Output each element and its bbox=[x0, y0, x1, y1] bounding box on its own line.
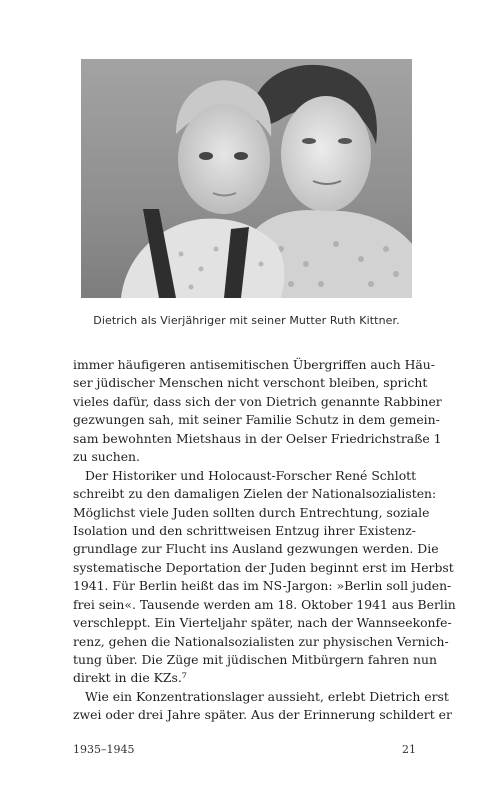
text-line: verschleppt. Ein Vierteljahr später, nach der Wannseekonfe- bbox=[73, 615, 452, 631]
text-line: 1941. Für Berlin heißt das im NS-Jargon: »Berlin soll juden- bbox=[73, 578, 452, 594]
text-line: tung über. Die Züge mit jüdischen Mitbürgern fahren nun bbox=[73, 652, 437, 667]
page-number: 21 bbox=[402, 743, 416, 756]
text-line: renz, gehen die Nationalsozialisten zur physischen Vernich- bbox=[73, 633, 449, 649]
text-line: grundlage zur Flucht ins Ausland gezwungen werden. Die bbox=[73, 541, 439, 557]
text-line: immer häufigeren antisemitischen Übergriffen auch Häu- bbox=[73, 357, 435, 372]
family-photo bbox=[81, 59, 412, 298]
running-footer-chapter: 1935–1945 bbox=[73, 743, 135, 756]
text-line: zwei oder drei Jahre später. Aus der Erinnerung schildert er bbox=[73, 707, 452, 723]
text-line: Isolation und den schrittweisen Entzug ihrer Existenz- bbox=[73, 522, 416, 538]
text-line: Möglichst viele Juden sollten durch Entrechtung, soziale bbox=[73, 504, 430, 520]
text-line: systematische Deportation der Juden beginnt erst im Herbst bbox=[73, 559, 454, 575]
text-line: zu suchen. bbox=[73, 449, 140, 465]
body-text bbox=[73, 356, 456, 725]
text-line: Der Historiker und Holocaust-Forscher René Schlott bbox=[85, 467, 417, 483]
photo-illustration bbox=[81, 59, 412, 298]
text-line: schreibt zu den damaligen Zielen der Nationalsozialisten: bbox=[73, 486, 437, 502]
text-line: vieles dafür, dass sich der von Dietrich genannte Rabbiner bbox=[73, 393, 442, 409]
text-line: gezwungen sah, mit seiner Familie Schutz in dem gemein- bbox=[73, 412, 440, 428]
text-line: sam bewohnten Mietshaus in der Oelser Friedrichstraße 1 bbox=[73, 430, 442, 446]
text-line: direkt in die KZs.⁷ bbox=[73, 670, 187, 686]
photo-caption: Dietrich als Vierjähriger mit seiner Mutter Ruth Kittner. bbox=[93, 314, 400, 327]
text-line: Wie ein Konzentrationslager aussieht, erlebt Dietrich erst bbox=[85, 688, 449, 704]
text-line: frei sein«. Tausende werden am 18. Oktober 1941 aus Berlin bbox=[73, 596, 456, 612]
text-line: ser jüdischer Menschen nicht verschont bleiben, spricht bbox=[73, 375, 428, 391]
